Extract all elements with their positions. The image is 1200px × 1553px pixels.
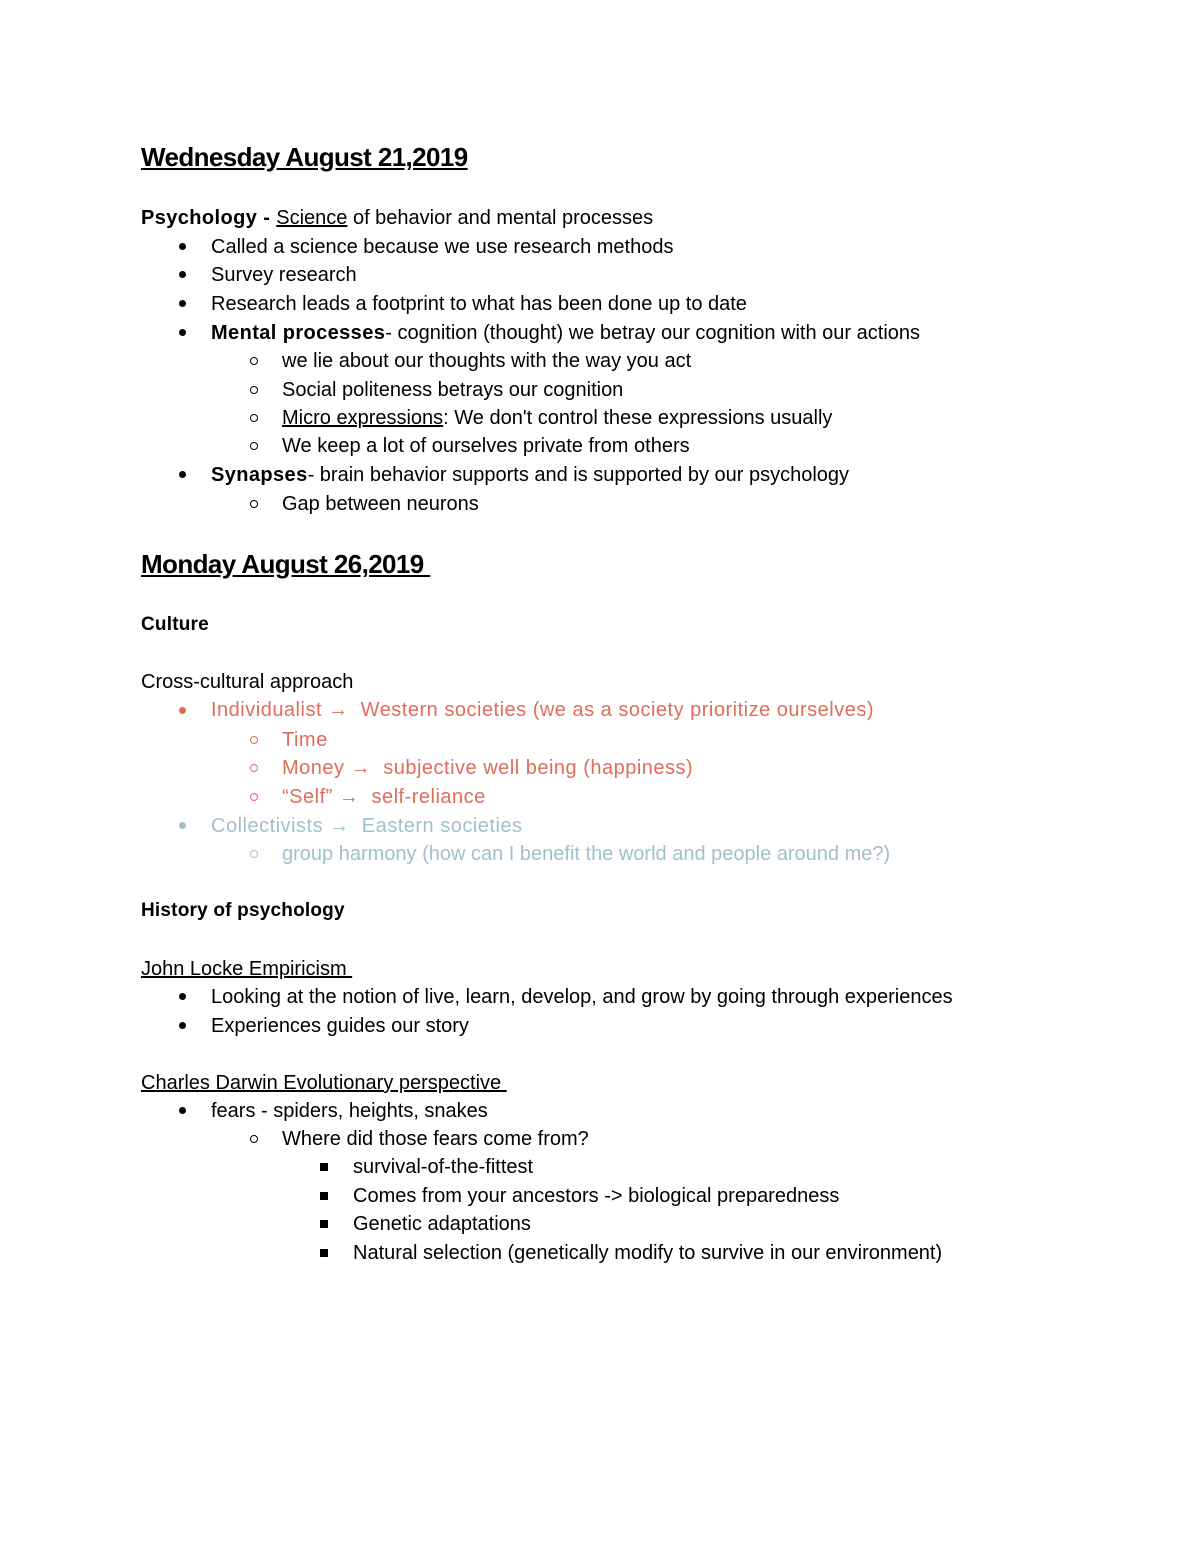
subsub-bullet-survival: survival-of-the-fittest	[353, 1156, 534, 1178]
hollow-bullet-icon	[250, 1135, 258, 1143]
hollow-bullet-icon	[250, 357, 258, 365]
sub-bullet-time: Time	[282, 729, 328, 751]
hollow-bullet-icon	[250, 500, 258, 508]
hollow-bullet-icon	[250, 850, 258, 858]
sub-bullet-self: “Self” → self-reliance	[282, 786, 486, 808]
bullet-fears: fears - spiders, heights, snakes	[211, 1100, 488, 1122]
bullet-icon	[179, 329, 186, 336]
sub-bullet-micro-expressions	[282, 406, 832, 430]
bullet-locke-notion: Looking at the notion of live, learn, develop, and grow by going through experiences	[211, 986, 953, 1008]
heading-wednesday: Wednesday August 21,2019	[141, 142, 468, 172]
science-word: Science	[276, 207, 348, 229]
bullet-science: Called a science because we use research methods	[211, 236, 674, 258]
bullet-individualist: Individualist → Western societies (we as a society prioritize ourselves)	[211, 699, 875, 721]
bullet-icon	[179, 271, 186, 278]
bullet-icon	[179, 707, 186, 714]
synapses-rest: - brain behavior supports and is supported by our psychology	[307, 464, 850, 486]
hollow-bullet-icon	[250, 764, 258, 772]
bullet-icon	[179, 1107, 186, 1114]
hollow-bullet-icon	[250, 793, 258, 801]
sub-bullet-private: We keep a lot of ourselves private from others	[282, 435, 690, 457]
subsub-bullet-genetic: Genetic adaptations	[353, 1213, 531, 1235]
psychology-definition	[141, 206, 653, 230]
square-bullet-icon	[320, 1249, 328, 1257]
psychology-definition-rest: of behavior and mental processes	[347, 207, 654, 229]
square-bullet-icon	[320, 1192, 328, 1200]
culture-heading: Culture	[141, 614, 209, 635]
subsub-bullet-natural-selection: Natural selection (genetically modify to survive in our environment)	[353, 1242, 943, 1264]
hollow-bullet-icon	[250, 442, 258, 450]
square-bullet-icon	[320, 1220, 328, 1228]
bullet-icon	[179, 243, 186, 250]
synapses-term: Synapses	[211, 464, 308, 486]
mental-processes-term: Mental processes	[211, 322, 386, 344]
bullet-mental-processes	[211, 321, 920, 345]
hollow-bullet-icon	[250, 736, 258, 744]
square-bullet-icon	[320, 1163, 328, 1171]
micro-expressions-term: Micro expressions	[282, 407, 444, 429]
cross-cultural-approach: Cross-cultural approach	[141, 671, 354, 693]
sub-bullet-money: Money → subjective well being (happiness)	[282, 757, 694, 779]
charles-darwin-title: Charles Darwin Evolutionary perspective	[141, 1072, 507, 1094]
bullet-icon	[179, 993, 186, 1000]
sub-bullet-group-harmony: group harmony (how can I benefit the world and people around me?)	[282, 843, 891, 865]
subsub-bullet-ancestors: Comes from your ancestors -> biological preparedness	[353, 1185, 840, 1207]
bullet-locke-experiences: Experiences guides our story	[211, 1015, 469, 1037]
bullet-research: Research leads a footprint to what has been done up to date	[211, 293, 747, 315]
sub-bullet-politeness: Social politeness betrays our cognition	[282, 379, 624, 401]
history-heading: History of psychology	[141, 900, 345, 921]
hollow-bullet-icon	[250, 386, 258, 394]
micro-expressions-rest: : We don't control these expressions usually	[443, 407, 833, 429]
hollow-bullet-icon	[250, 414, 258, 422]
heading-monday: Monday August 26,2019	[141, 549, 431, 579]
psychology-term: Psychology -	[141, 207, 277, 229]
mental-processes-rest: - cognition (thought) we betray our cognition with our actions	[385, 322, 921, 344]
sub-bullet-fears-origin: Where did those fears come from?	[282, 1128, 589, 1150]
bullet-icon	[179, 471, 186, 478]
sub-bullet-gap: Gap between neurons	[282, 493, 479, 515]
bullet-icon	[179, 300, 186, 307]
bullet-synapses	[211, 463, 849, 487]
sub-bullet-lie: we lie about our thoughts with the way you act	[282, 350, 692, 372]
bullet-collectivists: Collectivists → Eastern societies	[211, 815, 523, 837]
bullet-survey: Survey research	[211, 264, 357, 286]
bullet-icon	[179, 822, 186, 829]
john-locke-title: John Locke Empiricism	[141, 958, 353, 980]
bullet-icon	[179, 1022, 186, 1029]
